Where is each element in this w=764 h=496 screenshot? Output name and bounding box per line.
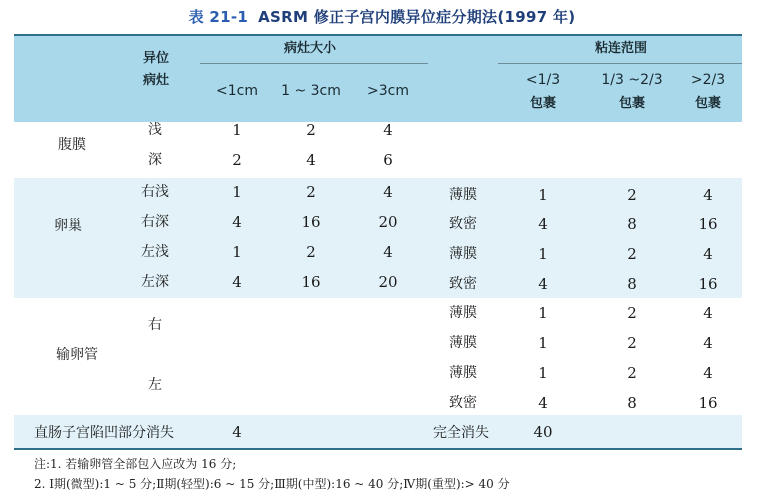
bottom-rule: [14, 448, 742, 450]
tube-adhesion-value: 2: [627, 334, 637, 352]
peritoneum-value: 2: [306, 121, 316, 139]
tube-adhesion-type: 薄膜: [449, 365, 477, 381]
top-rule: [14, 34, 742, 36]
peritoneum-sub-superficial: 浅: [148, 122, 162, 138]
ovary-adhesion-value: 1: [538, 245, 548, 263]
ovary-adhesion-value: 4: [703, 245, 713, 263]
ovary-adhesion-type: 薄膜: [449, 187, 477, 203]
table-number: 表 21-1: [188, 8, 249, 26]
ovary-value: 2: [306, 183, 316, 201]
table-caption: ASRM 修正子宫内膜异位症分期法(1997 年): [258, 8, 576, 26]
tube-sub-right: 右: [148, 317, 162, 333]
ovary-adhesion-value: 16: [698, 215, 718, 233]
ovary-value: 4: [383, 183, 393, 201]
tube-adhesion-type: 致密: [449, 395, 477, 411]
tube-adhesion-value: 1: [538, 334, 548, 352]
ovary-value: 20: [378, 213, 398, 231]
size-col-1to3: 1 ~ 3cm: [281, 83, 341, 99]
tube-adhesion-value: 1: [538, 304, 548, 322]
organ-fallopian-tube: 输卵管: [56, 347, 98, 363]
tube-adhesion-value: 4: [703, 334, 713, 352]
tube-adhesion-value: 16: [698, 394, 718, 412]
ovary-adhesion-value: 2: [627, 245, 637, 263]
adh-col-lt13-line2: 包裹: [529, 96, 557, 111]
ovary-value: 20: [378, 273, 398, 291]
cul-de-sac-adhesion-type: 完全消失: [433, 425, 489, 441]
adh-col-13to23-line1: 1/3 ~2/3: [601, 72, 663, 88]
tube-adhesion-value: 4: [538, 394, 548, 412]
ovary-sub-right-deep: 右深: [141, 214, 169, 230]
ovary-adhesion-value: 16: [698, 275, 718, 293]
peritoneum-value: 4: [383, 121, 393, 139]
note-2: 2. Ⅰ期(微型):1 ~ 5 分;Ⅱ期(轻型):6 ~ 15 分;Ⅲ期(中型):16 ~ 40 分;Ⅳ期(重型):> 40 分: [34, 477, 510, 491]
table-title: [0, 6, 764, 30]
cul-de-sac-adhesion-value: 40: [533, 423, 553, 441]
ovary-adhesion-value: 1: [538, 186, 548, 204]
ovary-value: 4: [232, 273, 242, 291]
peritoneum-value: 6: [383, 151, 393, 169]
ovary-value: 1: [232, 243, 242, 261]
ovary-sub-left-superficial: 左浅: [141, 244, 169, 260]
tube-adhesion-value: 1: [538, 364, 548, 382]
ovary-adhesion-type: 致密: [449, 276, 477, 292]
cul-de-sac-value: 4: [232, 423, 242, 441]
ovary-value: 2: [306, 243, 316, 261]
adh-col-lt13-line1: <1/3: [525, 72, 561, 88]
note-1: 注:1. 若输卵管全部包入应改为 16 分;: [34, 457, 237, 471]
tube-adhesion-value: 4: [703, 364, 713, 382]
cul-de-sac-label: 直肠子宫陷凹部分消失: [34, 425, 174, 441]
ovary-adhesion-type: 致密: [449, 216, 477, 232]
lesion-header-line1: 异位: [142, 51, 170, 66]
peritoneum-value: 1: [232, 121, 242, 139]
tube-adhesion-value: 8: [627, 394, 637, 412]
adh-col-gt23-line2: 包裹: [694, 96, 722, 111]
adh-col-13to23-line2: 包裹: [618, 96, 646, 111]
ovary-adhesion-value: 2: [627, 186, 637, 204]
tube-adhesion-value: 4: [703, 304, 713, 322]
adh-col-gt23-line1: >2/3: [690, 72, 726, 88]
size-col-gt3: >3cm: [367, 83, 409, 99]
organ-peritoneum: 腹膜: [58, 137, 86, 153]
tube-sub-left: 左: [148, 377, 162, 393]
tube-adhesion-value: 2: [627, 304, 637, 322]
tube-adhesion-type: 薄膜: [449, 305, 477, 321]
adhesion-group-rule: [498, 63, 742, 64]
ovary-value: 16: [301, 273, 321, 291]
ovary-adhesion-value: 8: [627, 275, 637, 293]
ovary-sub-left-deep: 左深: [141, 274, 169, 290]
ovary-adhesion-value: 4: [538, 275, 548, 293]
ovary-adhesion-type: 薄膜: [449, 246, 477, 262]
tube-adhesion-type: 薄膜: [449, 335, 477, 351]
ovary-value: 16: [301, 213, 321, 231]
ovary-value: 4: [383, 243, 393, 261]
peritoneum-value: 2: [232, 151, 242, 169]
ovary-sub-right-superficial: 右浅: [141, 184, 169, 200]
tube-adhesion-value: 2: [627, 364, 637, 382]
ovary-value: 4: [232, 213, 242, 231]
lesion-header-line2: 病灶: [142, 73, 170, 88]
size-col-lt1: <1cm: [216, 83, 258, 99]
peritoneum-value: 4: [306, 151, 316, 169]
organ-ovary: 卵巢: [54, 218, 82, 234]
ovary-adhesion-value: 4: [703, 186, 713, 204]
ovary-value: 1: [232, 183, 242, 201]
adhesion-group-header: 粘连范围: [594, 41, 648, 56]
size-group-rule: [200, 63, 428, 64]
peritoneum-sub-deep: 深: [148, 152, 162, 168]
ovary-adhesion-value: 8: [627, 215, 637, 233]
size-group-header: 病灶大小: [283, 41, 337, 56]
ovary-adhesion-value: 4: [538, 215, 548, 233]
